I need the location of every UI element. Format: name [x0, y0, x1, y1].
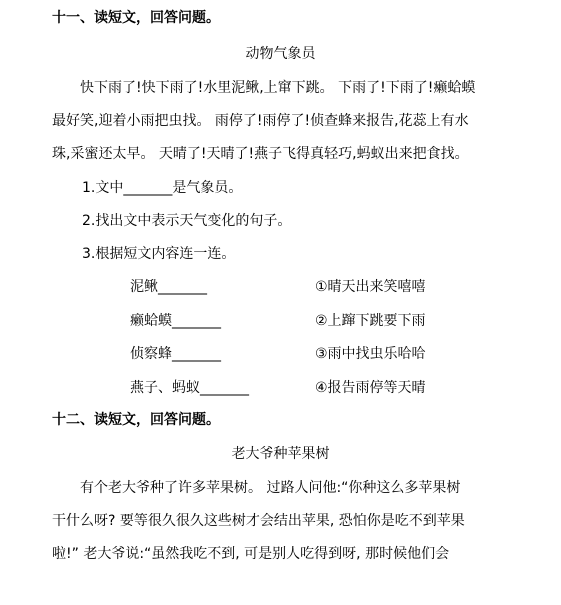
match-right-item: ②上蹿下跳要下雨 — [315, 313, 426, 329]
section-12-title: 老大爷种苹果树 — [231, 446, 330, 462]
match-left-item: 泥鳅_______ — [130, 279, 207, 295]
section-11-paragraph-line-2: 最好笑,迎着小雨把虫找。 雨停了!雨停了!侦查蜂来报告,花蕊上有水 — [52, 113, 469, 129]
question-2: 2.找出文中表示天气变化的句子。 — [82, 213, 292, 229]
section-11-heading: 十一、读短文，回答问题。 — [52, 10, 220, 26]
section-11-paragraph-line-3: 珠,采蜜还太早。 天晴了!天晴了!燕子飞得真轻巧,蚂蚁出来把食找。 — [52, 146, 469, 162]
section-12-paragraph-line-2: 干什么呀? 要等很久很久这些树才会结出苹果, 恐怕你是吃不到苹果 — [52, 513, 465, 529]
question-3: 3.根据短文内容连一连。 — [82, 246, 236, 262]
section-12-heading: 十二、读短文，回答问题。 — [52, 412, 220, 428]
section-11-title: 动物气象员 — [245, 46, 316, 62]
match-right-item: ④报告雨停等天晴 — [315, 380, 426, 396]
match-left-item: 侦察蜂_______ — [130, 346, 221, 362]
section-12-paragraph-line-3: 啦!” 老大爷说:“虽然我吃不到, 可是别人吃得到呀, 那时候他们会 — [52, 546, 450, 562]
question-1: 1.文中_______是气象员。 — [82, 180, 243, 196]
match-right-item: ③雨中找虫乐哈哈 — [315, 346, 426, 362]
section-11-paragraph-line-1: 快下雨了!快下雨了!水里泥鳅,上窜下跳。 下雨了!下雨了!癞蛤蟆 — [80, 80, 476, 96]
match-left-item: 燕子、蚂蚁_______ — [130, 380, 249, 396]
section-12-paragraph-line-1: 有个老大爷种了许多苹果树。 过路人问他:“你种这么多苹果树 — [80, 480, 461, 496]
match-right-item: ①晴天出来笑嘻嘻 — [315, 279, 426, 295]
match-left-item: 癞蛤蟆_______ — [130, 313, 221, 329]
